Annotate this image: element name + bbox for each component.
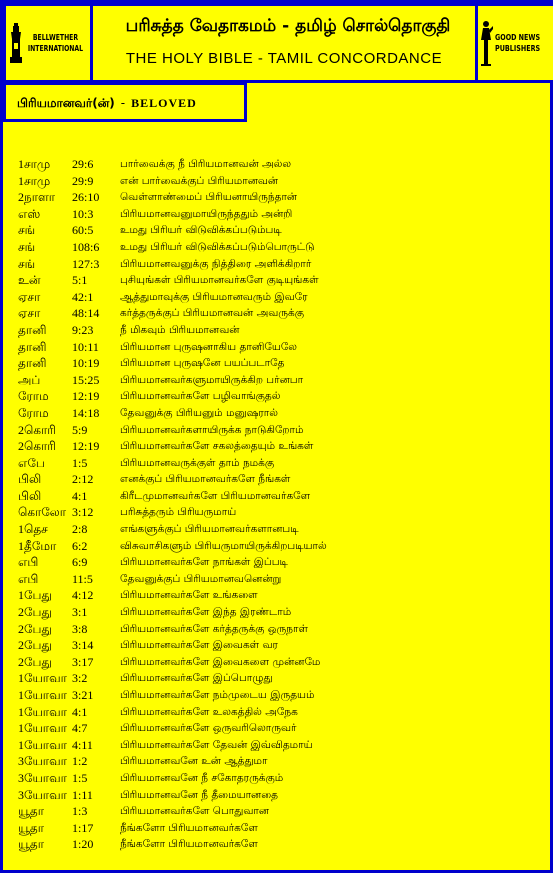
verse-reference: 29:9 <box>72 173 94 188</box>
verse-text: பிரியமானவர்களே ஒருவரிலொருவர் <box>120 722 297 735</box>
verse-text: பிரியமானவனே நீ சகோதரருக்கும் <box>120 771 284 784</box>
list-item <box>18 488 548 505</box>
list-item <box>18 637 548 654</box>
verse-reference: 3:12 <box>72 505 94 520</box>
list-item <box>18 339 548 356</box>
title-english: THE HOLY BIBLE - TAMIL CONCORDANCE <box>125 50 443 67</box>
list-item <box>18 621 548 638</box>
verse-book: யூதா <box>18 837 44 852</box>
verse-reference: 12:19 <box>72 439 100 454</box>
verse-reference: 3:2 <box>72 671 88 686</box>
verse-book: ஏசா <box>18 306 41 321</box>
verse-text: பிரியமானவர்களே இவைகளை முன்னமே <box>120 655 321 668</box>
title-box <box>90 3 478 83</box>
list-item <box>18 504 548 521</box>
list-item <box>18 670 548 687</box>
verse-book: 1யோவா <box>18 704 67 719</box>
verse-book: யூதா <box>18 820 44 835</box>
verse-text: கிரீடமுமானவர்களே பிரியமானவர்களே <box>120 489 311 502</box>
bellwether-logo <box>3 3 93 83</box>
entry-heading <box>17 96 197 112</box>
verse-book: தானி <box>18 356 47 371</box>
verse-book: 1பேது <box>18 588 52 603</box>
heading-separator: - <box>120 96 126 110</box>
verse-reference: 6:2 <box>72 538 88 553</box>
list-item <box>18 753 548 770</box>
verse-book: 2கொரி <box>18 422 56 437</box>
list-item <box>18 355 548 372</box>
verse-book: 2பேது <box>18 654 52 669</box>
verse-text: நீ மிகவும் பிரியமானவன் <box>120 323 240 336</box>
verse-book: 2பேது <box>18 605 52 620</box>
verse-book: 3யோவா <box>18 787 67 802</box>
verse-book: 2கொரி <box>18 439 56 454</box>
list-item <box>18 471 548 488</box>
verse-book: தானி <box>18 339 47 354</box>
verse-text: பரிசுத்தரும் பிரியருமாய் <box>120 506 237 519</box>
verse-book: எபி <box>18 571 39 586</box>
verse-text: உமது பிரியர் விடுவிக்கப்படும்பொருட்டு <box>120 240 315 253</box>
verse-reference: 4:1 <box>72 488 88 503</box>
verse-text: பிரியமானவர்களே இந்த இரண்டாம் <box>120 606 292 619</box>
list-item <box>18 787 548 804</box>
verse-text: பிரியமானவர்களே நம்முடைய இருதயம் <box>120 689 315 701</box>
heading-english: BELOVED <box>131 96 197 110</box>
verse-book: சங் <box>18 239 36 254</box>
verse-text: பிரியமானவர்களே உங்களை <box>120 589 258 602</box>
heading-tamil: பிரியமானவர்(ன்) <box>17 96 115 110</box>
list-item <box>18 737 548 754</box>
list-item <box>18 455 548 472</box>
bell-tower-icon <box>9 23 23 63</box>
list-item <box>18 438 548 455</box>
verse-reference: 3:1 <box>72 605 88 620</box>
list-item <box>18 803 548 820</box>
verse-text: கர்த்தருக்குப் பிரியமானவன் அவருக்கு <box>120 307 305 320</box>
list-item <box>18 770 548 787</box>
list-item <box>18 720 548 737</box>
bellwether-logo-line2: INTERNATIONAL <box>27 44 83 53</box>
verse-reference: 12:19 <box>72 389 100 404</box>
verse-book: 2நாளா <box>18 190 56 205</box>
verse-text: என் பார்வைக்குப் பிரியமானவன் <box>120 174 279 187</box>
verse-reference: 4:11 <box>72 737 93 752</box>
verse-text: தேவனுக்கு பிரியனும் மனுஷரால் <box>120 406 278 419</box>
verse-book: தானி <box>18 322 47 337</box>
verse-reference: 10:11 <box>72 339 99 354</box>
verse-book: அப் <box>18 372 41 387</box>
heading-box <box>3 82 247 122</box>
verse-reference: 1:17 <box>72 820 94 835</box>
verse-reference: 3:21 <box>72 688 94 702</box>
verse-book: பிலி <box>18 488 42 503</box>
list-item <box>18 388 548 405</box>
verse-book: எஸ் <box>18 206 41 221</box>
verse-book: 1யோவா <box>18 721 67 736</box>
verse-text: பிரியமானவருக்குள் தாம் நமக்கு <box>120 456 275 469</box>
verse-reference: 3:8 <box>72 621 88 636</box>
verse-text: எங்களுக்குப் பிரியமானவர்களானபடி <box>120 523 299 536</box>
verse-text: தேவனுக்குப் பிரியமானவனென்று <box>120 572 282 585</box>
verse-text: பிரியமானவர்களே இவைகள் வர <box>120 639 278 652</box>
verse-reference: 15:25 <box>72 372 100 387</box>
concordance-list <box>18 156 548 853</box>
title-tamil: பரிசுத்த வேதாகமம் - தமிழ் சொல்தொகுதி <box>125 16 451 36</box>
verse-book: சங் <box>18 256 36 271</box>
verse-reference: 3:14 <box>72 638 94 653</box>
list-item <box>18 836 548 853</box>
list-item <box>18 272 548 289</box>
list-item <box>18 156 548 173</box>
verse-text: பிரியமானவர்களே உலகத்தில் அநேக <box>120 705 298 718</box>
verse-reference: 42:1 <box>72 289 94 304</box>
verse-book: ஏசா <box>18 289 41 304</box>
list-item <box>18 206 548 223</box>
verse-book: 1சாமு <box>18 157 51 171</box>
verse-book: யூதா <box>18 804 44 819</box>
verse-reference: 1:3 <box>72 804 88 819</box>
verse-book: 1தீமோ <box>18 538 57 553</box>
verse-book: ரோம <box>18 405 49 420</box>
list-item <box>18 554 548 571</box>
verse-reference: 26:10 <box>72 190 100 205</box>
verse-text: பிரியமானவனே உன் ஆத்துமா <box>120 755 268 768</box>
verse-reference: 6:9 <box>72 555 88 570</box>
list-item <box>18 422 548 439</box>
verse-reference: 60:5 <box>72 223 94 238</box>
verse-reference: 2:8 <box>72 522 88 537</box>
verse-reference: 1:5 <box>72 455 88 470</box>
list-item <box>18 687 548 704</box>
good-news-logo <box>475 3 553 83</box>
verse-reference: 5:1 <box>72 273 88 288</box>
list-item <box>18 322 548 339</box>
verse-reference: 108:6 <box>72 239 100 254</box>
verse-book: பிலி <box>18 472 42 487</box>
list-item <box>18 538 548 555</box>
bellwether-logo-line1: BELLWETHER <box>32 33 78 42</box>
verse-reference: 10:19 <box>72 356 100 371</box>
verse-reference: 4:7 <box>72 721 88 736</box>
verse-text: பிரியமானவனே நீ தீமையானதை <box>120 788 279 801</box>
list-item <box>18 256 548 273</box>
verse-book: ரோம <box>18 389 49 404</box>
verse-book: 3யோவா <box>18 754 67 769</box>
verse-text: நீங்களோ பிரியமானவர்களே <box>120 821 258 834</box>
list-item <box>18 587 548 604</box>
verse-text: பிரியமானவர்களுமாயிருக்கிற பர்னபா <box>120 373 304 386</box>
list-item <box>18 173 548 190</box>
verse-book: சங் <box>18 223 36 238</box>
verse-book: 3யோவா <box>18 770 67 785</box>
verse-reference: 5:9 <box>72 422 88 437</box>
verse-text: பிரியமான புருஷனே பயப்படாதே <box>120 357 285 370</box>
verse-book: 1சாமு <box>18 173 51 188</box>
verse-reference: 2:12 <box>72 472 94 487</box>
verse-book: 1தெச <box>18 522 48 537</box>
list-item <box>18 654 548 671</box>
verse-reference: 10:3 <box>72 206 94 221</box>
verse-text: பிரியமானவர்களே சகலத்தையும் உங்கள் <box>120 440 314 453</box>
verse-reference: 1:20 <box>72 837 94 852</box>
verse-text: விசுவாசிகளும் பிரியருமாயிருக்கிறபடியால் <box>120 539 327 552</box>
verse-text: பிரியமானவர்களே கர்த்தருக்கு ஒருநாள் <box>120 622 308 635</box>
verse-text: பிரியமானவர்களே நாங்கள் இப்படி <box>120 556 288 569</box>
verse-text: உமது பிரியர் விடுவிக்கப்படும்படி <box>120 224 282 237</box>
verse-reference: 9:23 <box>72 322 94 337</box>
list-item <box>18 222 548 239</box>
verse-book: 1யோவா <box>18 671 67 686</box>
verse-reference: 1:2 <box>72 754 88 769</box>
verse-book: 1யோவா <box>18 688 67 702</box>
verse-reference: 1:11 <box>72 787 93 802</box>
good-news-logo-line2: PUBLISHERS <box>495 44 541 53</box>
list-item <box>18 405 548 422</box>
verse-book: எபி <box>18 555 39 570</box>
verse-reference: 29:6 <box>72 157 94 171</box>
verse-text: பிரியமானவர்களே தேவன் இவ்விதமாய் <box>120 738 313 751</box>
verse-book: 2பேது <box>18 638 52 653</box>
verse-reference: 4:12 <box>72 588 94 603</box>
verse-reference: 1:5 <box>72 770 88 785</box>
verse-reference: 3:17 <box>72 654 94 669</box>
verse-book: 2பேது <box>18 621 52 636</box>
verse-text: பிரியமானவர்களாயிருக்க நாடுகிறோம் <box>120 423 304 436</box>
verse-text: நீங்களோ பிரியமானவர்களே <box>120 838 258 851</box>
verse-reference: 4:1 <box>72 704 88 719</box>
verse-reference: 14:18 <box>72 405 100 420</box>
list-item <box>18 372 548 389</box>
verse-reference: 11:5 <box>72 571 93 586</box>
list-item <box>18 604 548 621</box>
good-news-logo-line1: GOOD NEWS <box>495 33 541 42</box>
list-item <box>18 521 548 538</box>
verse-text: எனக்குப் பிரியமானவர்களே நீங்கள் <box>120 473 291 486</box>
verse-reference: 127:3 <box>72 256 100 271</box>
verse-text: ஆத்துமாவுக்கு பிரியமானவரும் இவரே <box>120 290 308 303</box>
verse-book: 1யோவா <box>18 737 67 752</box>
verse-text: பிரியமானவர்களே பழிவாங்குதல் <box>120 390 281 403</box>
list-item <box>18 704 548 721</box>
verse-text: புசியுங்கள் பிரியமானவர்களே குடியுங்கள் <box>120 274 319 287</box>
verse-book: கொலோ <box>18 505 67 520</box>
list-item <box>18 289 548 306</box>
verse-text: பிரியமானவர்களே இப்பொழுது <box>120 672 273 685</box>
verse-text: பிரியமானவனுமாயிருந்ததும் அன்றி <box>120 207 293 220</box>
verse-book: எபே <box>18 455 45 470</box>
list-item <box>18 305 548 322</box>
verse-text: பார்வைக்கு நீ பிரியமானவன் அல்ல <box>120 158 292 170</box>
messenger-figure-icon <box>479 20 493 66</box>
verse-text: பிரியமானவனுக்கு நித்திரை அளிக்கிறார் <box>120 257 312 270</box>
list-item <box>18 189 548 206</box>
list-item <box>18 820 548 837</box>
list-item <box>18 571 548 588</box>
verse-book: உன் <box>18 273 41 288</box>
verse-text: பிரியமானவர்களே பொதுவான <box>120 805 270 818</box>
verse-reference: 48:14 <box>72 306 100 321</box>
verse-text: வெள்ளாண்மைப் பிரியனாயிருந்தான் <box>120 191 298 204</box>
list-item <box>18 239 548 256</box>
verse-text: பிரியமான புருஷனாகிய தானியேலே <box>120 340 298 353</box>
